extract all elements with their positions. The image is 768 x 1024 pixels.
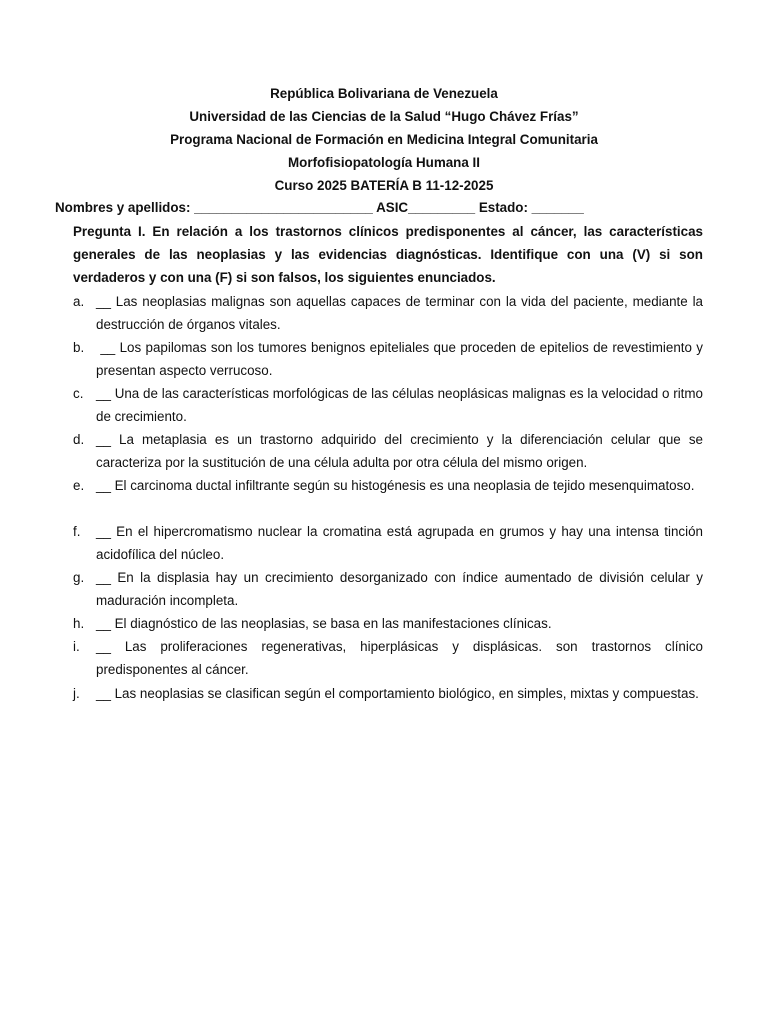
item-letter: f. <box>73 524 81 539</box>
item-letter: d. <box>73 432 85 447</box>
item-text: __ Las neoplasias se clasifican según el comportamiento biológico, en simples, mixtas y compuestas. <box>96 686 699 701</box>
item-letter: c. <box>73 386 84 401</box>
item-text: __ La metaplasia es un trastorno adquirido del crecimiento y la diferenciación celular que se caracteriza por la sustitución de una célula adulta por otra célula del mismo origen. <box>96 432 703 470</box>
item-text: __ El diagnóstico de las neoplasias, se basa en las manifestaciones clínicas. <box>96 616 552 631</box>
item-text: __ En el hipercromatismo nuclear la cromatina está agrupada en grumos y hay una intensa tinción acidofílica del núcleo. <box>96 524 703 562</box>
list-item <box>73 566 703 612</box>
list-item <box>73 612 703 635</box>
header-country: República Bolivariana de Venezuela <box>270 86 498 101</box>
list-item <box>73 336 707 382</box>
item-text: __ Las neoplasias malignas son aquellas capaces de terminar con la vida del paciente, mediante la destrucción de órganos vitales. <box>96 294 703 332</box>
list-item <box>73 382 703 428</box>
item-text: __ El carcinoma ductal infiltrante según su histogénesis es una neoplasia de tejido mesenquimatoso. <box>96 478 695 493</box>
student-fields-line: Nombres y apellidos: ________________________ ASIC_________ Estado: _______ <box>55 200 584 215</box>
item-letter: e. <box>73 478 85 493</box>
item-text: __ Las proliferaciones regenerativas, hiperplásicas y displásicas. son trastornos clínico predisponentes al cáncer. <box>96 639 703 677</box>
list-item <box>73 520 703 566</box>
item-letter: b. <box>73 340 85 355</box>
item-letter: a. <box>73 294 85 309</box>
header-course-date: Curso 2025 BATERÍA B 11-12-2025 <box>274 178 494 193</box>
item-letter: i. <box>73 639 80 654</box>
item-letter: j. <box>73 686 80 701</box>
item-text: __ Una de las características morfológicas de las células neoplásicas malignas es la velocidad o ritmo de crecimiento. <box>96 386 703 424</box>
list-item <box>73 290 703 336</box>
question-prompt: Pregunta I. En relación a los trastornos clínicos predisponentes al cáncer, las características generales de las neoplasias y las evidencias diagnósticas. Identifique con una (V) si son verdaderos y con una (F) si son falsos, los siguientes enunciados. <box>73 224 703 285</box>
header-program: Programa Nacional de Formación en Medicina Integral Comunitaria <box>170 132 598 147</box>
header-subject: Morfofisiopatología Humana II <box>288 155 480 170</box>
item-letter: g. <box>73 570 85 585</box>
list-item <box>73 682 703 705</box>
header-university: Universidad de las Ciencias de la Salud “Hugo Chávez Frías” <box>189 109 579 124</box>
item-letter: h. <box>73 616 85 631</box>
list-item <box>73 474 703 497</box>
item-text: __ En la displasia hay un crecimiento desorganizado con índice aumentado de división celular y maduración incompleta. <box>96 570 703 608</box>
list-item <box>73 635 703 681</box>
item-text: __ Los papilomas son los tumores benignos epiteliales que proceden de epitelios de revestimiento y presentan aspecto verrucoso. <box>96 340 707 378</box>
list-item <box>73 428 703 474</box>
